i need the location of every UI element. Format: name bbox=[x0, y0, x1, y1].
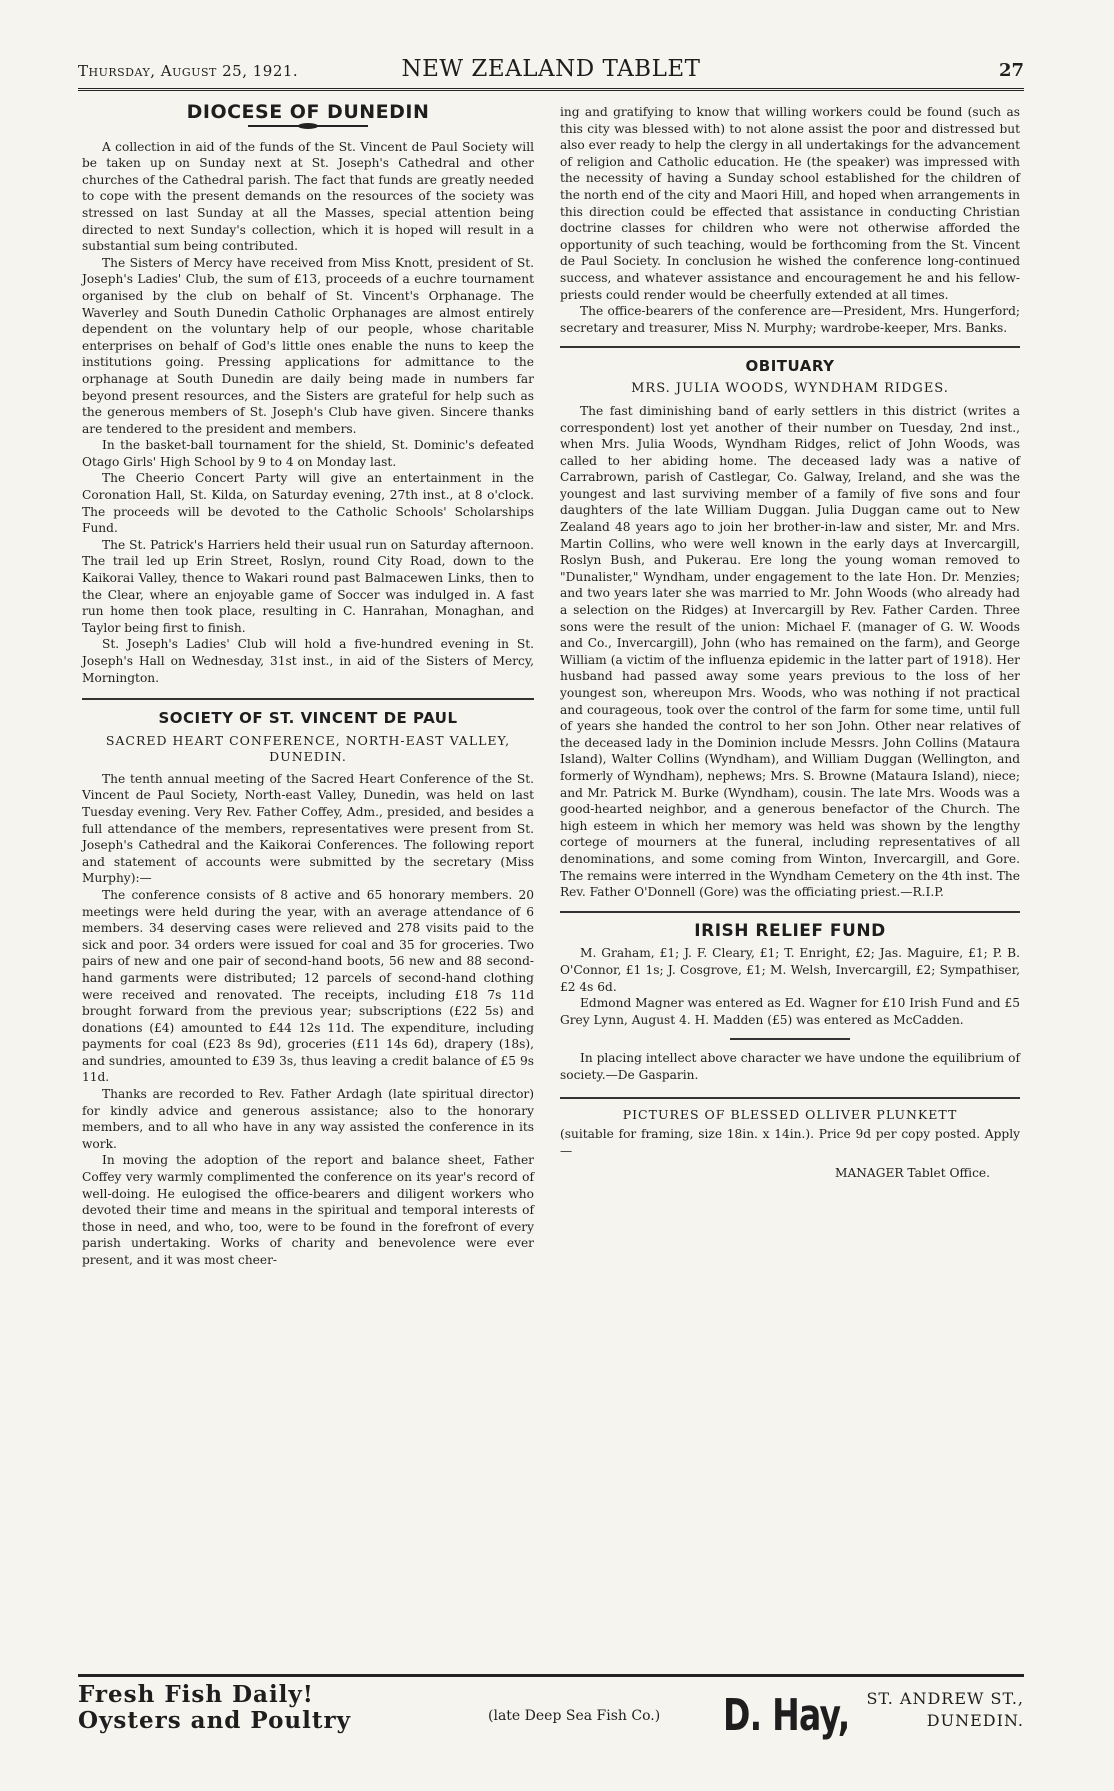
irish-fund-heading: IRISH RELIEF FUND bbox=[694, 920, 886, 941]
advert-slogan bbox=[78, 1682, 351, 1734]
diocese-paragraph: The Sisters of Mercy have received from Miss Knott, president of St. Joseph's Ladies' Club, the sum of £13, proceeds of a euchre tournament organised by the club on behalf of St. Vincent's Orphanage. The Waverley and South Dunedin Catholic Orphanages are almost entirely dependent on the voluntary help of our people, whose charitable enterprises on behalf of God's little ones enable the nuns to keep the institutions going. Pressing applications for admittance to the orphanage at South Dunedin are daily being made in numbers far beyond present resources, and the Sisters are grateful for help such as the generous members of St. Joseph's Club have given. Sincere thanks are tendered to the president and members. bbox=[82, 255, 534, 436]
section-divider bbox=[730, 1038, 850, 1040]
right-column bbox=[560, 104, 1020, 1182]
diocese-paragraph: The Cheerio Concert Party will give an entertainment in the Coronation Hall, St. Kilda, on Saturday evening, 27th inst., at 8 o'clock. The proceeds will be devoted to the Catholic Schools' Scholarships Fund. bbox=[82, 471, 534, 536]
quote-paragraph: In placing intellect above character we have undone the equilibrium of society.—De Gasparin. bbox=[560, 1051, 1020, 1082]
page-header bbox=[78, 56, 1024, 91]
footer-divider bbox=[78, 1674, 1024, 1677]
advert-address bbox=[866, 1688, 1024, 1732]
svdp-heading: SOCIETY OF ST. VINCENT DE PAUL bbox=[158, 709, 458, 728]
section-divider bbox=[82, 698, 534, 700]
diocese-paragraph: In the basket-ball tournament for the shield, St. Dominic's defeated Otago Girls' High School by 9 to 4 on Monday last. bbox=[82, 438, 534, 469]
diocese-paragraph: A collection in aid of the funds of the St. Vincent de Paul Society will be taken up on Sunday next at St. Joseph's Cathedral and other churches of the Cathedral parish. The fact that funds are greatly needed to cope with the present demands on the resources of the society was stressed on last Sunday at all the Masses, special attention being directed to next Sunday's collection, which it is hoped will result in a substantial sum being contributed. bbox=[82, 139, 534, 254]
ornament-divider bbox=[248, 125, 368, 127]
masthead-title: NEW ZEALAND TABLET bbox=[401, 56, 701, 82]
irish-fund-paragraph: M. Graham, £1; J. F. Cleary, £1; T. Enright, £2; Jas. Maguire, £1; P. B. O'Connor, £1 1s; J. Cosgrove, £1; M. Welsh, Invercargill, £2; Sympathiser, £2 4s 6d. bbox=[560, 946, 1020, 994]
svdp-subheading: SACRED HEART CONFERENCE, NORTH-EAST VALLEY, DUNEDIN. bbox=[105, 732, 511, 764]
section-divider bbox=[560, 911, 1020, 913]
irish-fund-paragraph: Edmond Magner was entered as Ed. Wagner for £10 Irish Fund and £5 Grey Lynn, August 4. H. Madden (£5) was entered as McCadden. bbox=[560, 996, 1020, 1027]
page-number: 27 bbox=[998, 60, 1024, 81]
advert-divider bbox=[560, 1097, 1020, 1099]
left-column bbox=[82, 101, 534, 1269]
svdp-paragraph: In moving the adoption of the report and balance sheet, Father Coffey very warmly complimented the conference on its year's record of well-doing. He eulogised the office-bearers and diligent workers who devoted their time and means in the spiritual and temporal interests of those in need, and who, too, were to be found in the forefront of every parish undertaking. Works of charity and benevolence were ever present, and it was most cheer- bbox=[82, 1153, 534, 1267]
plunkett-advert-body: (suitable for framing, size 18in. x 14in.). Price 9d per copy posted. Apply— bbox=[560, 1127, 1020, 1158]
diocese-paragraph: The St. Patrick's Harriers held their usual run on Saturday afternoon. The trail led up Erin Street, Roslyn, round City Road, down to the Kaikorai Valley, thence to Wakari round past Balmacewen Links, then to the Clear, where an enjoyable game of Soccer was indulged in. A fast run home then took place, resulting in C. Hanrahan, Monaghan, and Taylor being first to finish. bbox=[82, 537, 534, 635]
obituary-paragraph: The fast diminishing band of early settlers in this district (writes a correspondent) lost yet another of their number on Tuesday, 2nd inst., when Mrs. Julia Woods, Wyndham Ridges, relict of John Woods, was called to her abiding home. The deceased lady was a native of Carrabrown, parish of Castlegar, Co. Galway, Ireland, and she was the youngest and last surviving member of a family of five sons and four daughters of the late William Duggan. Julia Duggan came out to New Zealand 48 years ago to join her brother-in-law and sister, Mr. and Mrs. Martin Collins, who were well known in the early days at Invercargill, Roslyn Bush, and Pukerau. Ere long the young woman removed to "Dunalister," Wyndham, under engagement to the late Hon. Dr. Menzies; and two years later she was married to Mr. John Woods (who already had a selection on the Ridges) at Invercargill by Rev. Father Carden. Three sons were the result of the union: Michael F. (manager of G. W. Woods and Co., Invercargill), John (who has remained on the farm), and George William (a victim of the influenza epidemic in the latter part of 1918). Her husband had passed away some years previous to the loss of her youngest son, whereupon Mrs. Woods, who was nothing if not practical and courageous, took over the control of the farm for some time, until full of years she handed the control to her son John. Other near relatives of the deceased lady in the Dominion include Messrs. John Collins (Mataura Island), Walter Collins (Wyndham), and William Duggan (Wellington, and formerly of Wyndham), nephews; Mrs. S. Browne (Mataura Island), niece; and Mr. Patrick M. Burke (Wyndham), cousin. The late Mrs. Woods was a good-hearted neighbor, and a generous benefactor of the Church. The high esteem in which her memory was held was shown by the lengthy cortege of mourners at the funeral, including representatives of all denominations, and some coming from Winton, Invercargill, and Gore. The remains were interred in the Wyndham Cemetery on the 4th inst. The Rev. Father O'Donnell (Gore) was the officiating priest.—R.I.P. bbox=[560, 403, 1020, 900]
diocese-heading: DIOCESE OF DUNEDIN bbox=[186, 101, 430, 123]
svdp-continued-paragraph: The office-bearers of the conference are—President, Mrs. Hungerford; secretary and treasurer, Miss N. Murphy; wardrobe-keeper, Mrs. Banks. bbox=[560, 304, 1020, 335]
obituary-subheading: MRS. JULIA WOODS, WYNDHAM RIDGES. bbox=[631, 380, 949, 396]
section-divider bbox=[560, 346, 1020, 348]
advert-slogan-line1: Fresh Fish Daily! bbox=[78, 1681, 314, 1708]
svdp-paragraph: The conference consists of 8 active and 65 honorary members. 20 meetings were held during the year, with an average attendance of 6 members. 34 deserving cases were relieved and 278 visits paid to the sick and poor. 34 orders were issued for coal and 35 for groceries. Two pairs of new and one pair of second-hand boots, 56 new and 88 second-hand garments were distributed; 12 parcels of second-hand clothing were received and renovated. The receipts, including £18 7s 11d brought forward from the previous year; subscriptions (£22 5s) and donations (£4) amounted to £44 12s 11d. The expenditure, including payments for coal (£23 8s 9d), groceries (£11 14s 6d), drapery (18s), and sundries, amounted to £39 3s, thus leaving a credit balance of £5 9s 11d. bbox=[82, 887, 534, 1085]
footer-advert bbox=[78, 1682, 1024, 1762]
obituary-heading: OBITUARY bbox=[745, 357, 835, 376]
svdp-continued-paragraph: ing and gratifying to know that willing workers could be found (such as this city was blessed with) to not alone assist the poor and distressed but also ever ready to help the clergy in all undertakings for the advancement of religion and Catholic education. He (the speaker) was impressed with the necessity of having a Sunday school established for the children of the north end of the city and Maori Hill, and hoped when arrangements in this direction could be effected that assistance in conducting Christian doctrine classes for children who were not otherwise afforded the opportunity of such teaching, would be forthcoming from the St. Vincent de Paul Society. In conclusion he wished the conference long-continued success, and whatever assistance and encouragement he and his fellow-priests could render would be cheerfully extended at all times. bbox=[560, 105, 1021, 302]
advert-address-line1: ST. ANDREW ST., bbox=[866, 1689, 1024, 1708]
advert-slogan-line2: Oysters and Poultry bbox=[78, 1707, 351, 1734]
svdp-paragraph: The tenth annual meeting of the Sacred Heart Conference of the St. Vincent de Paul Society, North-east Valley, Dunedin, was held on last Tuesday evening. Very Rev. Father Coffey, Adm., presided, and besides a full attendance of the members, representatives were present from St. Joseph's Cathedral and the Kaikorai Conferences. The following report and statement of accounts were submitted by the secretary (Miss Murphy):— bbox=[82, 771, 534, 886]
issue-date: Thursday, August 25, 1921. bbox=[78, 62, 299, 80]
plunkett-advert-title: PICTURES OF BLESSED OLLIVER PLUNKETT bbox=[622, 1107, 958, 1123]
plunkett-advert-contact: MANAGER Tablet Office. bbox=[834, 1166, 990, 1181]
advert-note: (late Deep Sea Fish Co.) bbox=[488, 1708, 661, 1724]
svdp-paragraph: Thanks are recorded to Rev. Father Ardagh (late spiritual director) for kindly advice and generous assistance; also to the honorary members, and to all who have in any way assisted the conference in its work. bbox=[82, 1087, 534, 1151]
diocese-paragraph: St. Joseph's Ladies' Club will hold a five-hundred evening in St. Joseph's Hall on Wednesday, 31st inst., in aid of the Sisters of Mercy, Mornington. bbox=[82, 637, 534, 685]
advert-merchant-name: D. Hay, bbox=[723, 1690, 850, 1741]
advert-address-line2: DUNEDIN. bbox=[926, 1711, 1024, 1730]
